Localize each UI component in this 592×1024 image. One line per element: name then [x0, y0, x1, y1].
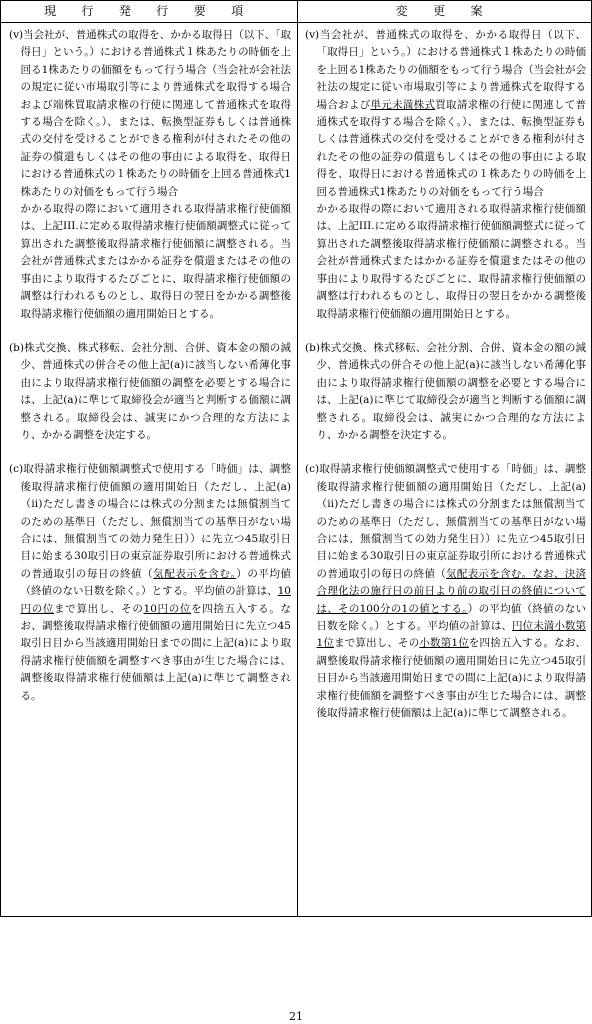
item-v-intro: (v)当会社が、普通株式の取得を、かかる取得日（以下、「取得日」という。）における普通株式１株あたりの時価を上回る1株あたりの価額をもって行う場合（当会社が会社法の規定に従い市場取引等により普通株式を取得する場合および単元未満株式買取請求権の行使に関連して普通株式を取得する場合を除く。）、または、転換型証券もしくは普通株式の交付を受けることができる権利が付されたその他の証券の償還もしくはその他の事由による取得を、取得日における普通株式の１株あたりの時価を上回る普通株式1株あたりの対価をもって行う場合	[305, 29, 587, 198]
current-terms-column	[9, 27, 291, 705]
header-current-terms: 現 行 発 行 要 項	[44, 4, 254, 18]
item-v-intro: (v)当会社が、普通株式の取得を、かかる取得日（以下、「取得日」という。）における普通株式１株あたりの時価を上回る1株あたりの価額をもって行う場合（当会社が会社法の規定に従い市場取引等により普通株式を取得する場合および端株買取請求権の行使に関連して普通株式を取得する場合を除く。）、または、転換型証券もしくは普通株式の交付を受けることができる権利が付されたその他の証券の償還もしくはその他の事由による取得を、取得日における普通株式の１株あたりの時価を上回る普通株式1株あたりの対価をもって行う場合	[9, 29, 291, 198]
item-c: (c)取得請求権行使価額調整式で使用する「時価」は、調整後取得請求権行使価額の適用開始日（ただし、上記(a)（ⅱ)ただし書きの場合には株式の分割または無償割当てのための基準日（ただし、無償割当ての基準日がない場合には、無償割当ての効力発生日））に先立つ45取引日目に始まる30取引日の東京証券取引所における普通株式の普通取引の毎日の終値（気配表示を含む。なお、決済合理化法の施行日の前日より前の取引日の終値については、その100分の1の値とする。）の平均値（終値のない日数を除く。）とする。平均値の計算は、円位未満小数第1位まで算出し、その小数第1位を四捨五入する。なお、調整後取得請求権行使価額の適用開始日に先立つ45取引日目から当該適用開始日までの間に上記(a)により取得請求権行使価額を調整すべき事由が生じた場合には、調整後取得請求権行使価額は上記(a)に準じて調整される。	[305, 463, 587, 720]
column-divider	[297, 1, 298, 916]
item-v-body: かかる取得の際において適用される取得請求権行使価額は、上記III.に定める取得請求権行使価額調整式に従って算出された調整後取得請求権行使価額に調整される。当会社が普通株式またはかかる証券を償還またはその他の事由により取得するたびごとに、取得請求権行使価額の調整は行われるものとし、取得日の翌日をかかる調整後取得請求権行使価額の適用開始日とする。	[316, 203, 586, 320]
proposed-changes-column	[305, 27, 586, 722]
item-b: (b)株式交換、株式移転、会社分割、合併、資本金の額の減少、普通株式の併合その他上記(a)に該当しない希薄化事由により取得請求権行使価額の調整を必要とする場合には、上記(a)に準じて取締役会が適当と判断する価額に調整される。取締役会は、誠実にかつ合理的な方法により、かかる調整を決定する。	[9, 341, 291, 441]
item-b: (b)株式交換、株式移転、会社分割、合併、資本金の額の減少、普通株式の併合その他上記(a)に該当しない希薄化事由により取得請求権行使価額の調整を必要とする場合には、上記(a)に準じて取締役会が適当と判断する価額に調整される。取締役会は、誠実にかつ合理的な方法により、かかる調整を決定する。	[305, 341, 586, 441]
header-proposed-changes: 変 更 案	[395, 4, 494, 18]
table-header	[1, 1, 591, 23]
page-number: 21	[289, 1010, 303, 1023]
item-v-body: かかる取得の際において適用される取得請求権行使価額は、上記III.に定める取得請求権行使価額調整式に従って算出された調整後取得請求権行使価額に調整される。当会社が普通株式またはかかる証券を償還またはその他の事由により取得するたびごとに、取得請求権行使価額の調整は行われるものとし、取得日の翌日をかかる調整後取得請求権行使価額の適用開始日とする。	[20, 203, 291, 320]
item-c: (c)取得請求権行使価額調整式で使用する「時価」は、調整後取得請求権行使価額の適用開始日（ただし、上記(a)（ⅱ)ただし書きの場合には株式の分割または無償割当てのための基準日（ただし、無償割当ての基準日がない場合には、無償割当ての効力発生日））に先立つ45取引日目に始まる30取引日の東京証券取引所における普通株式の普通取引の毎日の終値（気配表示を含む。）の平均値（終値のない日数を除く。）とする。平均値の計算は、10円の位まで算出し、その10円の位を四捨五入する。なお、調整後取得請求権行使価額の適用開始日に先立つ45取引日目から当該適用開始日までの間に上記(a)により取得請求権行使価額を調整すべき事由が生じた場合には、調整後取得請求権行使価額は上記(a)に準じて調整される。	[9, 463, 292, 702]
